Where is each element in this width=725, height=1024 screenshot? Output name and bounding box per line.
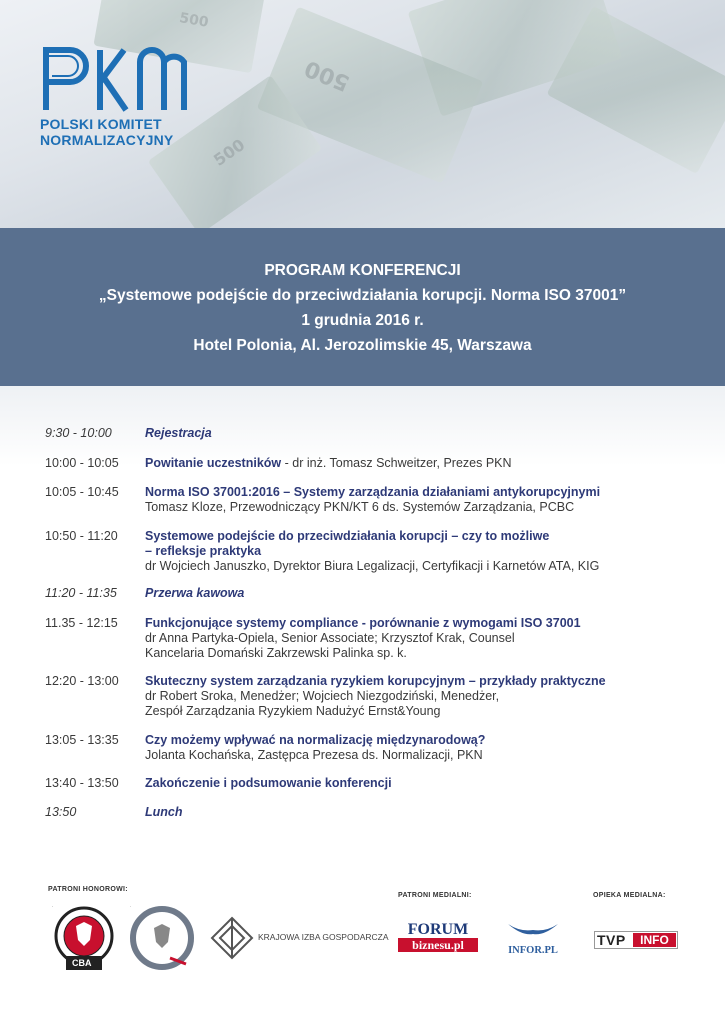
agenda-title: Norma ISO 37001:2016 – Systemy zarządzania działaniami antykorupcyjnymi xyxy=(145,485,601,499)
kig-logo xyxy=(210,916,389,960)
pkn-logo-mark-icon xyxy=(40,42,190,112)
honorary-patrons-label: PATRONI HONOROWI: xyxy=(48,886,128,893)
conference-venue: Hotel Polonia, Al. Jerozolimskie 45, Warszawa xyxy=(193,337,532,354)
pcbc-emblem-icon xyxy=(130,906,194,970)
agenda-speaker: - dr inż. Tomasz Schweitzer, Prezes PKN xyxy=(281,456,512,470)
forum-biznesu-logo xyxy=(398,922,478,954)
media-care-label: OPIEKA MEDIALNA: xyxy=(593,892,666,899)
forum-domain-text: biznesu.pl xyxy=(398,938,478,952)
agenda-time: 13:40 - 13:50 xyxy=(45,776,119,790)
agenda-time: 9:30 - 10:00 xyxy=(45,426,112,440)
agenda-time: 12:20 - 13:00 xyxy=(45,674,119,688)
agenda-title-cont: – refleksje praktyka xyxy=(145,544,262,558)
agenda-title: Skuteczny system zarządzania ryzykiem korupcyjnym – przykłady praktyczne xyxy=(145,674,606,688)
forum-text: FORUM xyxy=(407,921,469,938)
agenda-time: 11:20 - 11:35 xyxy=(45,586,117,600)
pkn-logo xyxy=(40,42,200,148)
kig-emblem-icon xyxy=(210,916,254,960)
conference-banner xyxy=(0,228,725,386)
agenda-time: 10:00 - 10:05 xyxy=(45,456,119,470)
cba-logo xyxy=(52,906,116,972)
cba-ring-text xyxy=(52,906,53,907)
banknote-value: 500 xyxy=(178,10,210,31)
agenda-speaker: dr Robert Sroka, Menedżer; Wojciech Niezgodziński, Menedżer, xyxy=(145,689,500,703)
cba-text: CBA xyxy=(72,958,92,968)
agenda-title: Systemowe podejście do przeciwdziałania korupcji – czy to możliwe xyxy=(145,529,550,543)
infor-text: INFOR.PL xyxy=(508,945,558,956)
pcbc-logo xyxy=(130,906,194,970)
program-heading: PROGRAM KONFERENCJI xyxy=(264,262,461,279)
patrons-footer xyxy=(0,880,725,1024)
agenda-speaker: Kancelaria Domański Zakrzewski Palinka sp. k. xyxy=(145,646,407,660)
conference-title: „Systemowe podejście do przeciwdziałania korupcji. Norma ISO 37001” xyxy=(98,287,627,304)
agenda-title: Funkcjonujące systemy compliance - porównanie z wymogami ISO 37001 xyxy=(145,616,581,630)
agenda-speaker: Zespół Zarządzania Ryzykiem Nadużyć Ernst&Young xyxy=(145,704,441,718)
pcbc-ring-text xyxy=(130,906,131,907)
banknote-value: 500 xyxy=(210,135,249,170)
agenda-title: Rejestracja xyxy=(145,426,212,440)
agenda-title: Czy możemy wpływać na normalizację międzynarodową? xyxy=(145,733,486,747)
banknote-value: 500 xyxy=(301,54,354,96)
media-patrons-label: PATRONI MEDIALNI: xyxy=(398,892,472,899)
agenda-time: 11.35 - 12:15 xyxy=(45,616,118,630)
conference-date: 1 grudnia 2016 r. xyxy=(301,312,424,329)
tvp-info-logo xyxy=(594,931,678,949)
agenda-speaker: Tomasz Kloze, Przewodniczący PKN/KT 6 ds. Systemów Zarządzania, PCBC xyxy=(145,500,575,514)
tvp-text: TVP xyxy=(597,932,626,948)
hero-image xyxy=(0,0,725,228)
agenda-speaker: dr Wojciech Januszko, Dyrektor Biura Legalizacji, Certyfikacji i Karnetów ATA, KIG xyxy=(145,559,600,573)
agenda-time: 10:05 - 10:45 xyxy=(45,485,119,499)
agenda-time: 13:50 xyxy=(45,805,77,819)
kig-text: KRAJOWA IZBA GOSPODARCZA xyxy=(258,932,389,942)
agenda-speaker: Jolanta Kochańska, Zastępca Prezesa ds. Normalizacji, PKN xyxy=(145,748,483,762)
agenda-title: Zakończenie i podsumowanie konferencji xyxy=(145,776,392,790)
agenda-title: Przerwa kawowa xyxy=(145,586,245,600)
tvp-info-text: INFO xyxy=(633,933,676,947)
agenda-time: 13:05 - 13:35 xyxy=(45,733,119,747)
agenda-title: Lunch xyxy=(145,805,183,819)
agenda-title: Powitanie uczestników xyxy=(145,456,282,470)
infor-wings-icon xyxy=(502,920,564,940)
agenda-time: 10:50 - 11:20 xyxy=(45,529,118,543)
logo-name-line1: POLSKI KOMITET xyxy=(40,116,162,132)
agenda-speaker: dr Anna Partyka-Opiela, Senior Associate; Krzysztof Krak, Counsel xyxy=(145,631,515,645)
logo-name-line2: NORMALIZACYJNY xyxy=(40,132,174,148)
infor-logo xyxy=(502,920,564,956)
